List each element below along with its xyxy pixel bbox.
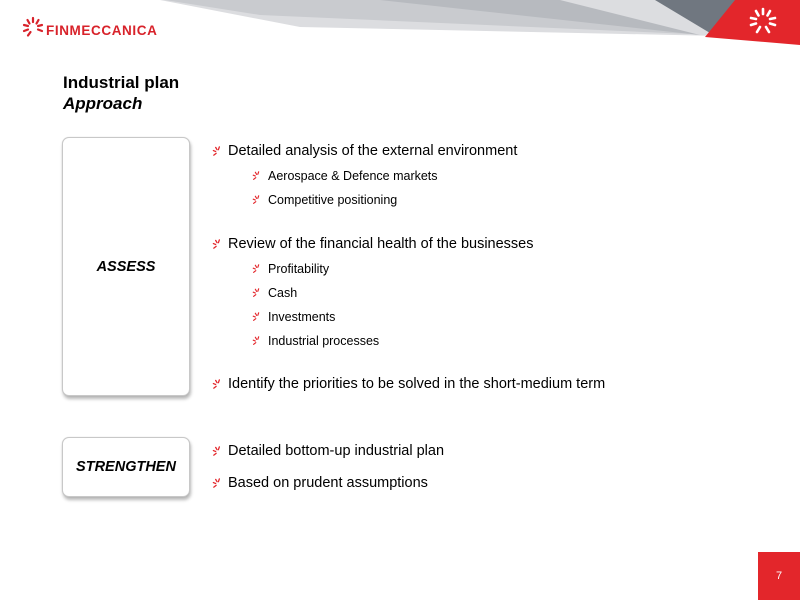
sub-bullet-text: Aerospace & Defence markets xyxy=(268,169,438,183)
bullet-text: Review of the financial health of the businesses xyxy=(228,236,534,252)
assess-label: ASSESS xyxy=(96,258,156,275)
sub-bullet-item xyxy=(252,286,297,300)
sub-bullet-item xyxy=(252,262,329,276)
bullet-burst-icon xyxy=(252,336,262,346)
corner-burst-icon xyxy=(748,6,778,36)
bullet-item xyxy=(212,443,444,459)
sub-bullet-item xyxy=(252,334,379,348)
brand-name: FINMECCANICA xyxy=(46,22,158,38)
sub-bullet-item xyxy=(252,310,335,324)
bullet-text: Detailed analysis of the external environment xyxy=(228,143,518,159)
bullet-text: Based on prudent assumptions xyxy=(228,475,428,491)
bullet-item xyxy=(212,376,605,392)
bullet-burst-icon xyxy=(252,195,262,205)
sub-bullet-text: Profitability xyxy=(268,262,330,276)
bullet-burst-icon xyxy=(212,446,223,457)
bullet-text: Detailed bottom-up industrial plan xyxy=(228,443,445,459)
brand-logo xyxy=(22,16,157,38)
page-number: 7 xyxy=(758,552,800,600)
bullet-item xyxy=(212,236,534,252)
bullet-text: Identify the priorities to be solved in the short-medium term xyxy=(228,376,606,392)
sub-bullet-item xyxy=(252,193,397,207)
bullet-item xyxy=(212,475,428,491)
bullet-burst-icon xyxy=(252,312,262,322)
sub-bullet-text: Industrial processes xyxy=(268,334,380,348)
sub-bullet-text: Investments xyxy=(268,310,336,324)
sub-bullet-text: Competitive positioning xyxy=(268,193,398,207)
page-subtitle: Approach xyxy=(63,94,143,113)
bullet-item xyxy=(212,143,517,159)
assess-box xyxy=(62,137,190,396)
finmeccanica-burst-icon xyxy=(22,16,44,38)
bullet-burst-icon xyxy=(252,171,262,181)
bullet-burst-icon xyxy=(212,146,223,157)
sub-bullet-item xyxy=(252,169,438,183)
strengthen-label: STRENGTHEN xyxy=(76,459,176,475)
sub-bullet-text: Cash xyxy=(268,286,298,300)
title-block xyxy=(63,72,179,114)
strengthen-box xyxy=(62,437,190,497)
page-title: Industrial plan xyxy=(63,73,180,92)
bullet-burst-icon xyxy=(252,288,262,298)
bullet-burst-icon xyxy=(212,239,223,250)
bullet-burst-icon xyxy=(252,264,262,274)
bullet-burst-icon xyxy=(212,379,223,390)
bullet-burst-icon xyxy=(212,478,223,489)
